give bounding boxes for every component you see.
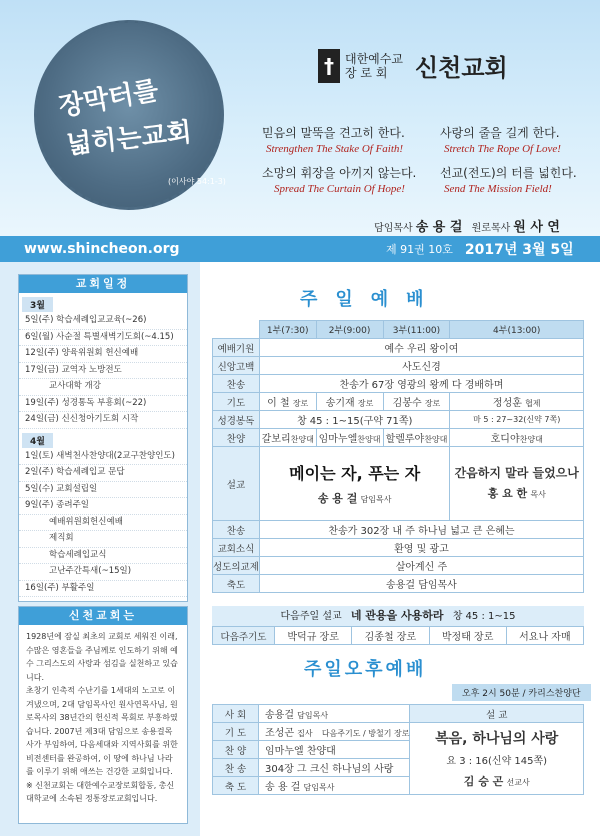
- sunday-service-title: 주일예배: [300, 289, 442, 310]
- list-item: 16일(주) 부활주일: [19, 581, 187, 598]
- table-cell: 304장 그 크신 하나님의 사랑: [259, 759, 410, 777]
- pastors: 담임목사 송 용 걸 원로목사 원 사 연: [374, 220, 560, 235]
- table-cell: 사도신경: [259, 357, 583, 375]
- motto-hope: 소망의 휘장을 아끼지 않는다. Spread The Curtain Of Hope!: [262, 166, 417, 195]
- table-cell: 임마누엘찬양대: [316, 429, 383, 447]
- table-cell: 서요나 자매: [506, 627, 583, 645]
- table-cell: 복음, 하나님의 사랑 요 3 : 16(신약 145쪽) 김 승 곤 선교사: [410, 723, 584, 795]
- table-row: [213, 539, 584, 557]
- denomination-line2: 장 로 회: [345, 65, 388, 80]
- issue-number: 제 91권 10호: [386, 243, 453, 256]
- about-box: [18, 606, 188, 824]
- table-cell: 조성곤 집사 다음주기도 / 방철기 장로: [259, 723, 410, 741]
- list-item: 9일(주) 종려주일: [19, 498, 187, 515]
- table-cell: 다음주기도: [213, 627, 275, 645]
- afternoon-service-title: 주일오후예배: [304, 659, 427, 680]
- next-prayer-table: [212, 626, 584, 645]
- table-cell: 김봉수 장로: [383, 393, 450, 411]
- month-april: 4월: [22, 433, 53, 448]
- next-sermon: 다음주일 설교 네 관용을 사용하라 창 45 : 1~15: [212, 606, 584, 626]
- next-week: [212, 606, 584, 645]
- motto-mission: 선교(전도)의 터를 넓힌다. Send The Mission Field!: [440, 166, 577, 195]
- list-item: 5일(수) 교회설립일: [19, 482, 187, 499]
- list-item: 12일(주) 양육위원회 헌신예배: [19, 346, 187, 363]
- sunday-service-table: [212, 320, 584, 593]
- church-name: 신천교회: [414, 54, 508, 82]
- schedule-box: [18, 274, 188, 602]
- table-cell: 4부(13:00): [450, 321, 584, 339]
- table-cell: 기 도: [213, 723, 259, 741]
- table-cell: 찬송가 302장 내 주 하나님 넓고 큰 은혜는: [259, 521, 583, 539]
- march-events: [19, 313, 187, 429]
- table-row: [213, 557, 584, 575]
- slogan-line2: 넓히는교회: [65, 117, 194, 161]
- table-cell: 사 회: [213, 705, 259, 723]
- list-item: 19일(주) 성경통독 부흥회(~22): [19, 396, 187, 413]
- slogan-line1: 장막터를: [56, 75, 161, 123]
- table-cell: 김종철 장로: [352, 627, 429, 645]
- website-link[interactable]: www.shincheon.org: [24, 241, 180, 257]
- table-cell: 성경봉독: [213, 411, 260, 429]
- afternoon-time: 오후 2시 50분 / 카리스찬양단: [452, 684, 591, 701]
- list-item: 예배위원회헌신예배: [19, 515, 187, 532]
- table-cell: 송기재 장로: [316, 393, 383, 411]
- afternoon-service-table: [212, 704, 584, 795]
- table-cell: 송용걸 담임목사: [259, 575, 583, 593]
- table-cell: 1부(7:30): [259, 321, 316, 339]
- info-bar: [0, 236, 600, 262]
- table-cell: 찬송: [213, 375, 260, 393]
- table-cell: 송 용 걸 담임목사: [259, 777, 410, 795]
- sidebar: [0, 262, 200, 836]
- table-cell: 예수 우리 왕이여: [259, 339, 583, 357]
- service-times-row: [213, 321, 584, 339]
- table-cell: 정성훈 협제: [450, 393, 584, 411]
- table-cell: 설 교: [410, 705, 584, 723]
- list-item: 학습세례입교식: [19, 548, 187, 565]
- denomination-line1: 대한예수교: [345, 51, 403, 66]
- list-item: 1일(토) 새벽천사찬양대(2교구찬양인도): [19, 449, 187, 466]
- list-item: 고난주간특새(~15일): [19, 564, 187, 581]
- table-cell: 찬 양: [213, 741, 259, 759]
- table-cell: 찬양: [213, 429, 260, 447]
- table-cell: 박덕규 장로: [275, 627, 352, 645]
- list-item: 24일(금) 신신청아기도회 시작: [19, 412, 187, 429]
- sermon-row: [213, 447, 584, 521]
- table-cell: 2부(9:00): [316, 321, 383, 339]
- table-row: [213, 339, 584, 357]
- table-cell: 살아계신 주: [259, 557, 583, 575]
- list-item: 제직회: [19, 531, 187, 548]
- table-cell: 송용걸 담임목사: [259, 705, 410, 723]
- list-item: 교사대학 개강: [19, 379, 187, 396]
- april-events: [19, 449, 187, 598]
- about-title: 신천교회는: [19, 607, 187, 625]
- cross-icon: †: [318, 49, 340, 83]
- table-row: [213, 357, 584, 375]
- header: [0, 0, 600, 236]
- motto-faith: 믿음의 말뚝을 견고히 한다. Strengthen The Stake Of Faith!: [262, 126, 405, 155]
- table-cell: 박정태 장로: [429, 627, 506, 645]
- table-cell: 교회소식: [213, 539, 260, 557]
- motto-love: 사랑의 줄을 길게 한다. Stretch The Rope Of Love!: [440, 126, 561, 155]
- table-cell: 마 5 : 27~32(신약 7쪽): [450, 411, 584, 429]
- about-text: 1928년에 잠실 최초의 교회로 세워진 이래, 수많은 영혼들을 주님께로 인도하기 위해 예수 그리스도의 사랑과 섬김을 실천하고 있습니다. 초창기 인촉적 수난기를 1세대의 노고로 이겨냈으며, 2대 담임목사인 원사연목사님, 원로목사의 38년간의 헌신적 목회로 부흥하였습니다. 2007년 제3대 담임으로 송용걸목사가 부임하여, 다음세대와 지역사회를 위한 비전센터를 완공하여, 이 땅에 하나님 나라를 이루기 위해 애쓰는 건강한 교회입니다. ※ 신천교회는 대한예수교장로회합동, 총신대학교에 소속된 정통장로교회입니다.: [26, 632, 178, 803]
- table-cell: 기도: [213, 393, 260, 411]
- table-row: [213, 411, 584, 429]
- table-cell: 간음하지 말라 들었으나 홍 요 한 목사: [450, 447, 584, 521]
- table-cell: 창 45 : 1~15(구약 71쪽): [259, 411, 450, 429]
- table-cell: 호디야찬양대: [450, 429, 584, 447]
- month-march: 3월: [22, 297, 53, 312]
- table-cell: 찬송가 67장 영광의 왕께 다 경배하며: [259, 375, 583, 393]
- table-cell: 신앙고백: [213, 357, 260, 375]
- table-row: [213, 393, 584, 411]
- table-row: [213, 575, 584, 593]
- schedule-title: 교회일정: [19, 275, 187, 293]
- list-item: 5일(주) 학습세례입교교육(~26): [19, 313, 187, 330]
- slogan-ref: (이사야 54:1-3): [168, 177, 226, 186]
- sermon-title-4: 간음하지 말라 들었으나: [454, 466, 579, 480]
- table-row: [213, 375, 584, 393]
- bulletin-date: 2017년 3월 5일: [464, 242, 574, 258]
- table-cell: 찬 송: [213, 759, 259, 777]
- table-cell: 갈보리찬양대: [259, 429, 316, 447]
- table-cell: 축 도: [213, 777, 259, 795]
- senior-pastor: 송 용 걸: [415, 220, 463, 235]
- table-cell: 이 철 장로: [259, 393, 316, 411]
- table-cell: 찬송: [213, 521, 260, 539]
- table-cell: [213, 321, 260, 339]
- table-cell: 성도의교제: [213, 557, 260, 575]
- table-cell: 메이는 자, 푸는 자 송 용 걸 담임목사: [259, 447, 450, 521]
- table-cell: 할렐루야찬양대: [383, 429, 450, 447]
- emeritus-pastor: 원 사 연: [513, 220, 560, 235]
- table-cell: 환영 및 광고: [259, 539, 583, 557]
- list-item: 17일(금) 교역자 노방전도: [19, 363, 187, 380]
- sermon-title: 메이는 자, 푸는 자: [289, 464, 421, 483]
- table-cell: 예배기원: [213, 339, 260, 357]
- church-logo: [318, 48, 508, 83]
- table-row: [213, 521, 584, 539]
- table-cell: 설교: [213, 447, 260, 521]
- table-row: [213, 429, 584, 447]
- afternoon-sermon-title: 복음, 하나님의 사랑: [435, 731, 559, 747]
- table-cell: 3부(11:00): [383, 321, 450, 339]
- list-item: 6일(월) 사순절 특별새벽기도회(~4.15): [19, 330, 187, 347]
- table-cell: 임마누엘 찬양대: [259, 741, 410, 759]
- list-item: 2일(주) 학습세례입교 문답: [19, 465, 187, 482]
- table-cell: 축도: [213, 575, 260, 593]
